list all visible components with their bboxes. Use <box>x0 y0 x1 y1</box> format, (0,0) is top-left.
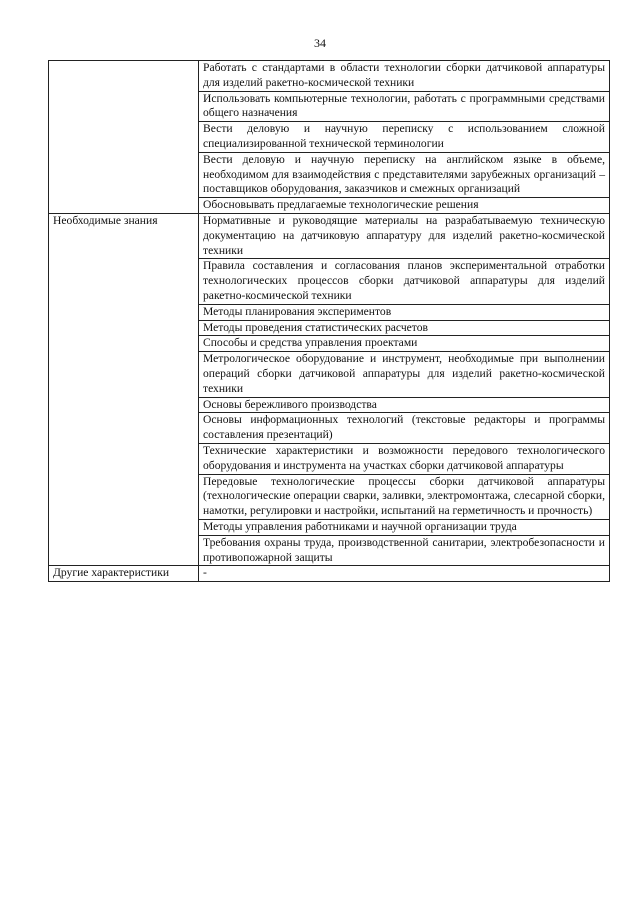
knowledge-item: Правила составления и согласования планов экспериментальной отработки технологических процессов сборки датчиковой аппаратуры для изделий ракетно-космической техники <box>199 259 610 304</box>
skill-item: Работать с стандартами в области технологии сборки датчиковой аппаратуры для изделий ракетно-космической техники <box>199 61 610 92</box>
skill-item: Вести деловую и научную переписку на английском языке в объеме, необходимом для взаимодействия с представителями зарубежных организаций – поставщиков оборудования, заказчиков и смежных организаций <box>199 152 610 197</box>
page-number: 34 <box>314 36 326 50</box>
knowledge-item: Метрологическое оборудование и инструмент, необходимые при выполнении операций сборки датчиковой аппаратуры для изделий ракетно-космической техники <box>199 352 610 397</box>
skill-item: Использовать компьютерные технологии, работать с программными средствами общего назначения <box>199 91 610 122</box>
other-value-cell: - <box>199 566 610 582</box>
knowledge-item: Методы проведения статистических расчетов <box>199 320 610 336</box>
knowledge-item: Основы бережливого производства <box>199 397 610 413</box>
competency-table <box>48 60 610 582</box>
skill-item: Вести деловую и научную переписку с использованием сложной специализированной технической терминологии <box>199 122 610 153</box>
table-row <box>49 213 610 258</box>
knowledge-label-cell: Необходимые знания <box>49 213 199 565</box>
knowledge-item: Основы информационных технологий (текстовые редакторы и программы составления презентаций) <box>199 413 610 444</box>
knowledge-item: Требования охраны труда, производственной санитарии, электробезопасности и противопожарной защиты <box>199 535 610 566</box>
other-label-cell: Другие характеристики <box>49 566 199 582</box>
knowledge-item: Методы управления работниками и научной организации труда <box>199 519 610 535</box>
skills-label-cell <box>49 61 199 214</box>
knowledge-item: Передовые технологические процессы сборки датчиковой аппаратуры (технологические операции сварки, заливки, электромонтажа, слесарной сборки, намотки, регулировки и настройки, испытаний на герметичность и прочность) <box>199 474 610 519</box>
table-row <box>49 566 610 582</box>
table-row <box>49 61 610 92</box>
knowledge-item: Технические характеристики и возможности передового технологического оборудования и инструмента на участках сборки датчиковой аппаратуры <box>199 443 610 474</box>
knowledge-item: Нормативные и руководящие материалы на разрабатываемую техническую документацию на датчиковую аппаратуру для изделий ракетно-космической техники <box>199 213 610 258</box>
knowledge-item: Способы и средства управления проектами <box>199 336 610 352</box>
skill-item: Обосновывать предлагаемые технологические решения <box>199 198 610 214</box>
knowledge-item: Методы планирования экспериментов <box>199 304 610 320</box>
